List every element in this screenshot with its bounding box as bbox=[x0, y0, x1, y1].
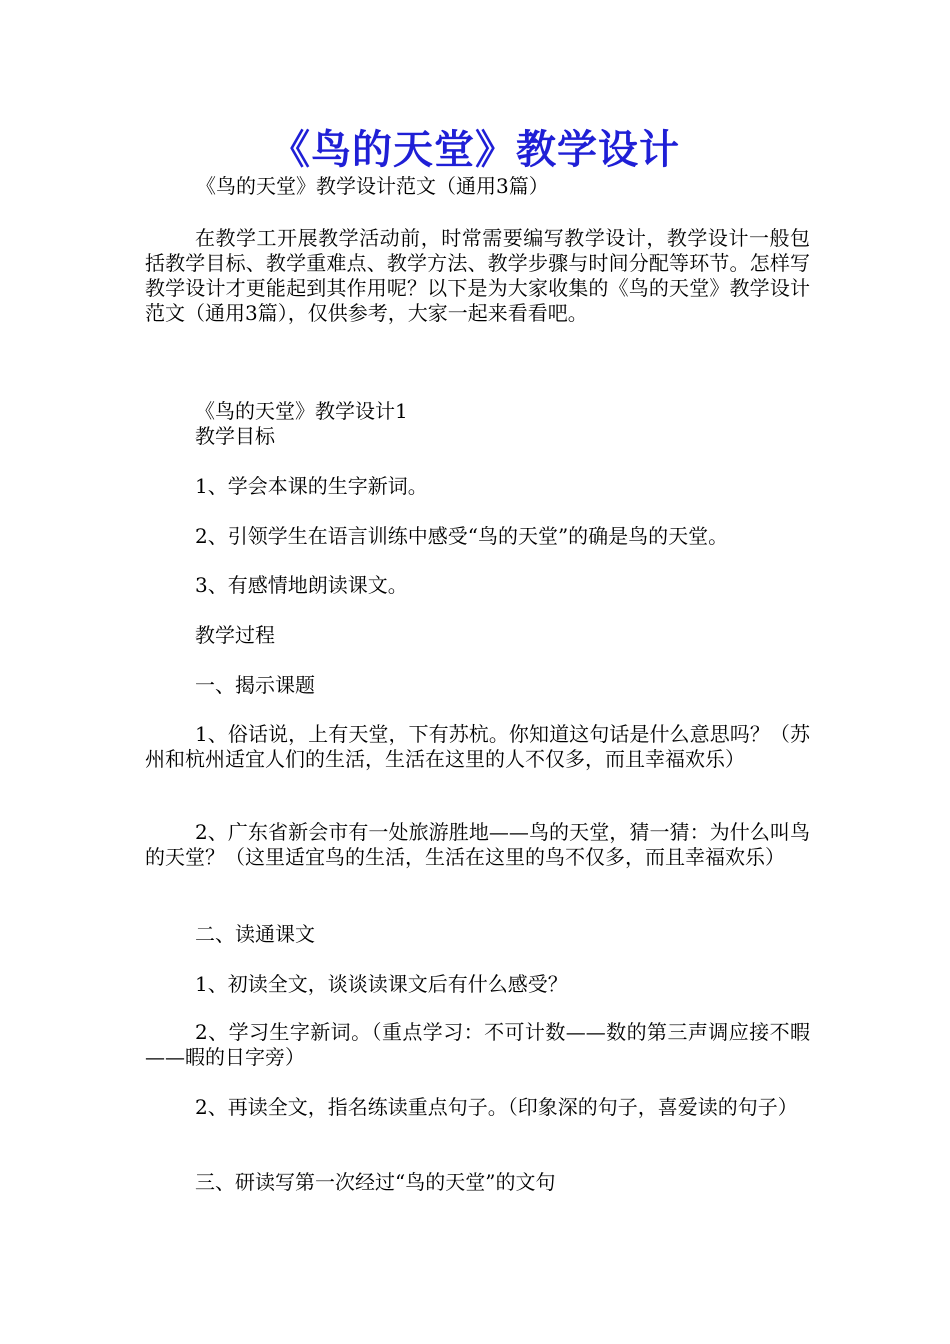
goals-heading: 教学目标 bbox=[195, 424, 275, 448]
goal-item-2: 2、引领学生在语言训练中感受“鸟的天堂”的确是鸟的天堂。 bbox=[195, 524, 729, 548]
intro-paragraph bbox=[145, 226, 810, 326]
goal-item-3: 3、有感情地朗读课文。 bbox=[195, 573, 408, 597]
part1-heading: 一、揭示课题 bbox=[195, 673, 315, 697]
part2-heading: 二、读通课文 bbox=[195, 922, 315, 946]
goal-item-1: 1、学会本课的生字新词。 bbox=[195, 474, 428, 498]
part2-item-2 bbox=[145, 1020, 810, 1070]
section-heading: 《鸟的天堂》教学设计1 bbox=[195, 399, 408, 423]
document-subtitle: 《鸟的天堂》教学设计范文（通用3篇） bbox=[196, 174, 549, 198]
part2-item-3-text: 2、再读全文，指名练读重点句子。（印象深的句子，喜爱读的句子） bbox=[195, 1095, 798, 1119]
process-heading: 教学过程 bbox=[195, 623, 275, 647]
part1-item-1 bbox=[145, 722, 810, 772]
part1-item-1-text: 1、俗话说，上有天堂，下有苏杭。你知道这句话是什么意思吗？（苏州和杭州适宜人们的生活，生活在这里的人不仅多，而且幸福欢乐） bbox=[145, 722, 810, 771]
part2-item-1: 1、初读全文，谈谈读课文后有什么感受？ bbox=[195, 972, 568, 996]
part1-item-2-text: 2、广东省新会市有一处旅游胜地——鸟的天堂，猜一猜：为什么叫鸟的天堂？（这里适宜鸟的生活，生活在这里的鸟不仅多，而且幸福欢乐） bbox=[145, 820, 810, 869]
part1-item-2 bbox=[145, 820, 810, 870]
part2-item-3 bbox=[145, 1095, 810, 1120]
part3-heading: 三、研读写第一次经过“鸟的天堂”的文句 bbox=[195, 1170, 556, 1194]
part2-item-2-text: 2、学习生字新词。（重点学习：不可计数——数的第三声调应接不暇——暇的日字旁） bbox=[145, 1020, 810, 1069]
document-title: 《鸟的天堂》教学设计 bbox=[270, 126, 680, 173]
intro-text: 在教学工开展教学活动前，时常需要编写教学设计，教学设计一般包括教学目标、教学重难点、教学方法、教学步骤与时间分配等环节。怎样写教学设计才更能起到其作用呢？以下是为大家收集的《鸟的天堂》教学设计范文（通用3篇），仅供参考，大家一起来看看吧。 bbox=[145, 226, 810, 325]
